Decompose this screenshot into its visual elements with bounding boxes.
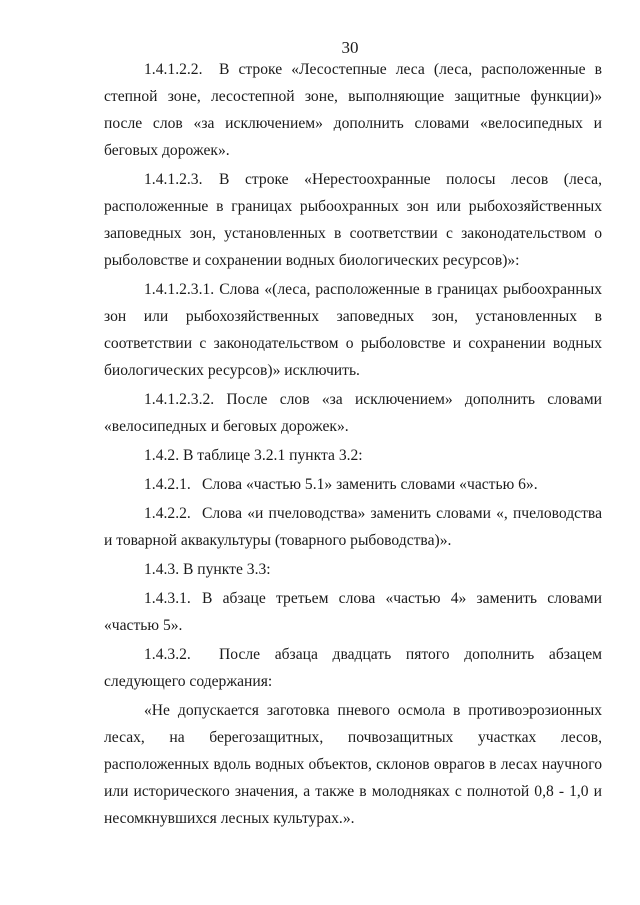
paragraph-text: После абзаца двадцать пятого дополнить абзацем следующего содержания: [104, 646, 602, 690]
paragraph-1-4-1-2-2 [104, 56, 602, 164]
paragraph-1-4-3 [104, 556, 602, 583]
paragraph-text: 1.4.2. В таблице 3.2.1 пункта 3.2: [144, 447, 363, 464]
paragraph-number: 1.4.1.2.3. [144, 171, 203, 188]
paragraph-number: 1.4.3.2. [144, 646, 191, 663]
paragraph-text: В абзаце третьем слова «частью 4» заменить словами «частью 5». [104, 590, 602, 634]
paragraph-number: 1.4.2.1. [144, 476, 191, 493]
paragraph-text: Слова «частью 5.1» заменить словами «частью 6». [202, 476, 538, 493]
paragraph-text: 1.4.3. В пункте 3.3: [144, 561, 271, 578]
paragraph-number: 1.4.2.2. [144, 505, 191, 522]
paragraph-text: В строке «Нерестоохранные полосы лесов (леса, расположенные в границах рыбоохранных зон или рыбохозяйственных заповедных зон, установленных в соответствии с законодательством о рыболовстве и сохранении водных биологических ресурсов)»: [104, 171, 602, 269]
quoted-new-paragraph [104, 697, 602, 832]
page-number: 30 [341, 38, 359, 57]
paragraph-text: Слова «и пчеловодства» заменить словами «, пчеловодства и товарной аквакультуры (товарного рыбоводства)». [104, 505, 602, 549]
paragraph-1-4-1-2-3 [104, 166, 602, 274]
paragraph-text: 1.4.1.2.3.1. Слова «(леса, расположенные в границах рыбоохранных зон или рыбохозяйственных заповедных зон, установленных в соответствии с законодательством о рыболовстве и сохранении водных биологических ресурсов)» исключить. [104, 281, 602, 379]
paragraph-number: 1.4.1.2.2. [144, 61, 203, 78]
paragraph-1-4-2-2 [104, 500, 602, 554]
paragraph-1-4-3-2 [104, 641, 602, 695]
paragraph-text: 1.4.1.2.3.2. После слов «за исключением» дополнить словами «велосипедных и беговых дорожек». [104, 391, 602, 435]
paragraph-1-4-3-1 [104, 585, 602, 639]
paragraph-1-4-2 [104, 442, 602, 469]
paragraph-text: «Не допускается заготовка пневого осмола в противоэрозионных лесах, на берегозащитных, почвозащитных участках лесов, расположенных вдоль водных объектов, склонов оврагов в лесах научного или исторического значения, а также в молодняках с полнотой 0,8 - 1,0 и несомкнувшихся лесных культурах.». [104, 702, 602, 827]
paragraph-1-4-1-2-3-1 [104, 276, 602, 384]
paragraph-text: В строке «Лесостепные леса (леса, расположенные в степной зоне, лесостепной зоне, выполняющие защитные функции)» после слов «за исключением» дополнить словами «велосипедных и беговых дорожек». [104, 61, 602, 159]
paragraph-number: 1.4.3.1. [144, 590, 191, 607]
document-body [104, 56, 602, 832]
paragraph-1-4-2-1 [104, 471, 602, 498]
paragraph-1-4-1-2-3-2 [104, 386, 602, 440]
